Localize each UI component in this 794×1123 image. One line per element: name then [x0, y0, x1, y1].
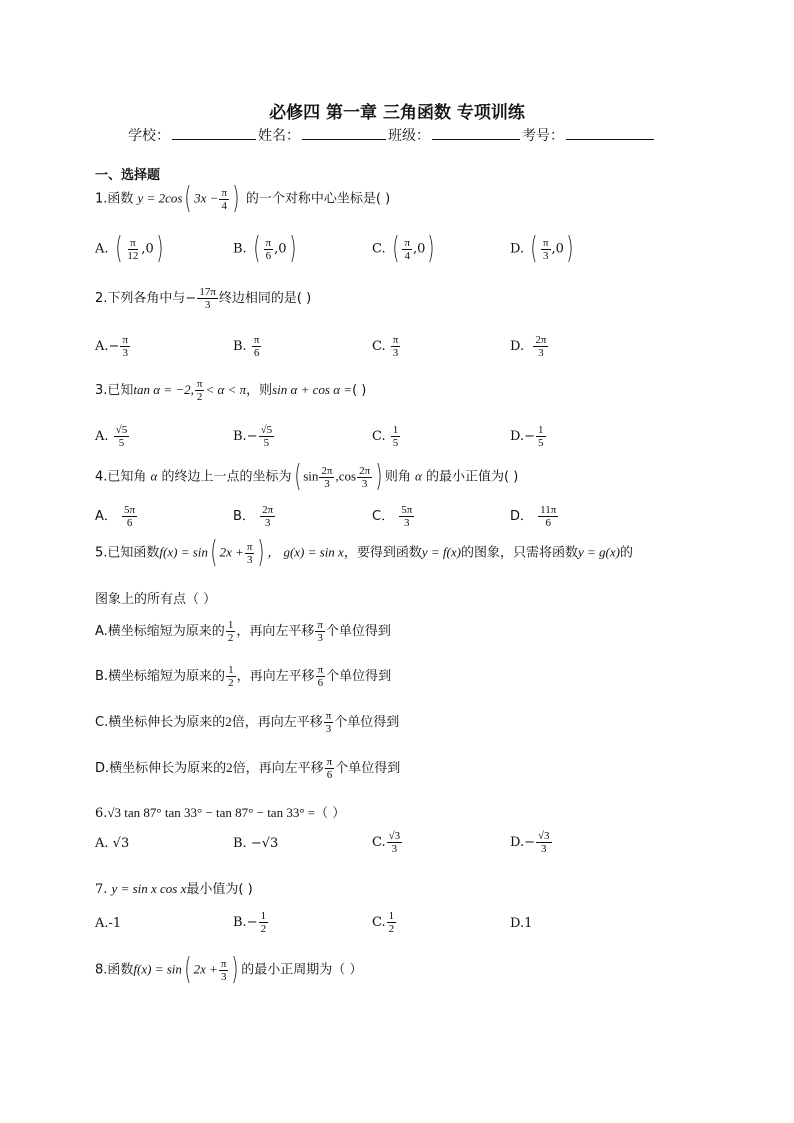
class-blank[interactable] [432, 125, 520, 140]
q5-option-a[interactable]: A.横坐标缩短为原来的 $\frac{1}{2}$ ，再向左平移 $\frac{\pi}{3}$ 个单位得到 [95, 619, 391, 644]
q1-option-b[interactable]: B. ( $\frac{\pi}{6}$ ,0) [233, 231, 296, 266]
q1-expr: y = 2cos [137, 190, 183, 206]
q1-suffix: 的一个对称中心坐标是( ) [245, 191, 391, 207]
q5-gx: ， g(x) = sin x [267, 544, 344, 560]
paren-open: ( [184, 181, 192, 216]
question-6 [95, 802, 345, 821]
student-info-row [128, 125, 656, 145]
exam-no-blank[interactable] [566, 125, 654, 140]
q1-inner: 3x − [194, 190, 219, 206]
question-8: 8.函数f(x) = sin( 2x + $\frac{\pi}{3}$ ) 的最小正周期为（ ） [95, 952, 363, 987]
q3-option-d[interactable]: D.− $\frac{1}{5}$ [510, 424, 544, 449]
question-7 [95, 878, 253, 897]
q1-option-d[interactable]: D. ( $\frac{\pi}{3}$ ,0) [510, 231, 574, 266]
name-blank[interactable] [302, 125, 386, 140]
q5-option-c[interactable]: C.横坐标伸长为原来的2倍，再向左平移 $\frac{\pi}{3}$ 个单位得到 [95, 710, 400, 735]
q5-yf: y = f(x) [421, 544, 461, 560]
q5-option-b[interactable]: B.横坐标缩短为原来的 $\frac{1}{2}$ ，再向左平移 $\frac{\pi}{6}$ 个单位得到 [95, 664, 392, 689]
q6-suffix: （ ） [315, 806, 346, 821]
question-5: 5.已知函数f(x) = sin( 2x + $\frac{\pi}{3}$ ) ， g(x) = sin x，要得到函数y = f(x)的图象，只需将函数y = g(x)的 [95, 535, 633, 570]
q6-option-d[interactable]: D.− $\frac{√3}{3}$ [510, 830, 550, 855]
q7-option-a[interactable]: A.-1 [95, 916, 122, 931]
q4-suffix: 的最小正值为( ) [425, 469, 519, 485]
q5-option-d[interactable]: D.横坐标伸长为原来的2倍，再向左平移 $\frac{\pi}{6}$ 个单位得到 [95, 756, 401, 781]
q4-option-c[interactable]: C． $\frac{5\pi}{3}$ [372, 504, 413, 529]
q5-line2: 图象上的所有点（ ） [95, 592, 217, 607]
q3-expr2: < α < π [205, 382, 247, 397]
q2-option-b[interactable]: B. $\frac{\pi}{6}$ [233, 334, 260, 359]
q6-expr: √3 tan 87° tan 33° − tan 87° − tan 33° = [107, 805, 316, 820]
q7-option-b[interactable]: B.− $\frac{1}{2}$ [233, 910, 267, 935]
q7-expr: y = sin x cos x [111, 881, 187, 896]
q5-yg: y = g(x) [577, 544, 620, 560]
school-blank[interactable] [172, 125, 256, 140]
q7-option-c[interactable]: C. $\frac{1}{2}$ [372, 910, 395, 935]
q5-fx: f(x) = sin [159, 544, 208, 560]
school-label: 学校： [128, 128, 170, 144]
q6-option-a[interactable]: A. √3 [95, 836, 130, 851]
q7-suffix: 最小值为( ) [186, 882, 253, 897]
q1-option-c[interactable]: C. ( $\frac{\pi}{4}$ ,0) [372, 231, 435, 266]
q3-expr1: tan α = −2, [133, 382, 194, 397]
section-heading: 一、选择题 [95, 168, 161, 183]
q8-fx: f(x) = sin [133, 961, 182, 977]
q3-option-b[interactable]: B.− $\frac{√5}{5}$ [233, 424, 273, 449]
q7-option-d[interactable]: D.1 [510, 916, 533, 931]
q2-option-d[interactable]: D. $\frac{2\pi}{3}$ [510, 334, 547, 359]
q4-prefix: 4.已知角 [95, 469, 147, 485]
name-label: 姓名： [258, 128, 300, 144]
q3-option-a[interactable]: A. $\frac{√5}{5}$ [95, 424, 128, 449]
alpha-symbol: α [150, 468, 158, 484]
page-title: 必修四 第一章 三角函数 专项训练 [269, 103, 525, 123]
q3-expr3: sin α + cos α = [272, 382, 353, 397]
question-2: 2.下列各角中与− $\frac{17\pi}{3}$ 终边相同的是( ) [95, 286, 312, 311]
q2-fraction: $\frac{17\pi}{3}$ [199, 286, 216, 311]
q6-prefix: 6. [95, 806, 108, 821]
q2-prefix: 2.下列各角中与 [95, 291, 186, 306]
q4-mid2: 则角 [384, 469, 411, 485]
question-4: 4.已知角 α 的终边上一点的坐标为( sin $\frac{2\pi}{3}$ ,cos $\frac{2\pi}{3}$ ) 则角 α 的最小正值为( ) [95, 459, 519, 494]
exam-no-label: 考号： [522, 128, 564, 144]
q3-option-c[interactable]: C. $\frac{1}{5}$ [372, 424, 399, 449]
q8-suffix: 的最小正周期为（ ） [241, 962, 363, 978]
q1-option-a[interactable]: A. ( $\frac{\pi}{12}$ ,0) [95, 231, 164, 266]
q5-end: 的 [619, 545, 633, 561]
q1-prefix: 1.函数 [95, 191, 134, 207]
q6-option-c[interactable]: C. $\frac{√3}{3}$ [372, 830, 401, 855]
q2-option-a[interactable]: A.− $\frac{\pi}{3}$ [95, 334, 128, 359]
paren-close: ) [232, 181, 240, 216]
q4-option-a[interactable]: A． $\frac{5\pi}{6}$ [95, 504, 136, 529]
q4-option-b[interactable]: B． $\frac{2\pi}{3}$ [233, 504, 274, 529]
question-3: 3.已知tan α = −2, $\frac{\pi}{2}$ < α < π，则sin α + cos α =( ) [95, 378, 367, 403]
q3-mid: ，则 [246, 383, 273, 398]
q5-prefix: 5.已知函数 [95, 545, 160, 561]
q7-prefix: 7. [95, 882, 108, 897]
q8-prefix: 8.函数 [95, 962, 134, 978]
class-label: 班级： [388, 128, 430, 144]
q5-mid: ，要得到函数 [343, 545, 422, 561]
q3-suffix: ( ) [352, 383, 367, 398]
q5-mid2: 的图象，只需将函数 [460, 545, 578, 561]
q6-option-b[interactable]: B. −√3 [233, 836, 279, 851]
q2-option-c[interactable]: C. $\frac{\pi}{3}$ [372, 334, 399, 359]
q2-suffix: 终边相同的是( ) [218, 291, 312, 306]
q4-option-d[interactable]: D． $\frac{11\pi}{6}$ [510, 504, 557, 529]
q4-mid: 的终边上一点的坐标为 [161, 469, 292, 485]
question-1 [95, 181, 391, 216]
q1-fraction: $\frac{\pi}{4}$ [221, 186, 227, 212]
q3-prefix: 3.已知 [95, 383, 134, 398]
